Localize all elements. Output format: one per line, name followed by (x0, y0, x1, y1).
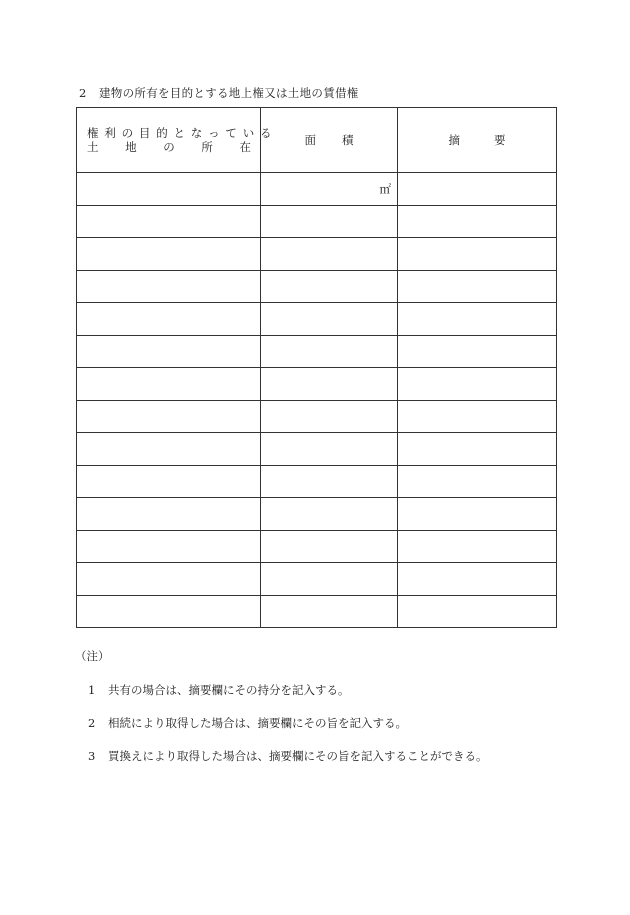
header-land-location-line2 (87, 140, 251, 154)
remarks-cell[interactable] (398, 270, 557, 303)
area-cell[interactable] (261, 563, 398, 596)
area-cell[interactable] (261, 335, 398, 368)
remarks-cell[interactable] (398, 433, 557, 466)
remarks-cell[interactable] (398, 400, 557, 433)
area-cell[interactable] (261, 173, 398, 206)
section-heading (79, 85, 359, 101)
note-text: 共有の場合は、摘要欄にその持分を記入する。 (108, 683, 350, 697)
header-char: の (163, 140, 175, 154)
area-cell[interactable] (261, 205, 398, 238)
area-cell[interactable] (261, 270, 398, 303)
note-item (88, 748, 488, 764)
header-char: 面 (304, 133, 316, 147)
note-number: 1 (88, 683, 96, 697)
table-row (77, 303, 557, 336)
table-row (77, 270, 557, 303)
remarks-cell[interactable] (398, 465, 557, 498)
location-cell[interactable] (77, 335, 261, 368)
header-area (261, 108, 398, 173)
area-cell[interactable] (261, 498, 398, 531)
remarks-cell[interactable] (398, 368, 557, 401)
area-cell[interactable] (261, 368, 398, 401)
notes-label: （注） (75, 649, 110, 663)
table-row (77, 173, 557, 206)
header-char: 摘 (448, 133, 460, 147)
table-row (77, 368, 557, 401)
section-number: 2 (79, 86, 87, 100)
table-header-row (77, 108, 557, 173)
note-item (88, 682, 350, 698)
header-land-location-line1: 権利の目的となっている (87, 126, 278, 140)
header-char: 積 (342, 133, 354, 147)
note-text: 買換えにより取得した場合は、摘要欄にその旨を記入することができる。 (108, 749, 488, 763)
location-cell[interactable] (77, 270, 261, 303)
header-char: 土 (87, 140, 99, 154)
table-row (77, 563, 557, 596)
area-cell[interactable] (261, 595, 398, 628)
area-cell[interactable] (261, 238, 398, 271)
remarks-cell[interactable] (398, 303, 557, 336)
table-row (77, 433, 557, 466)
table-row (77, 595, 557, 628)
location-cell[interactable] (77, 595, 261, 628)
table-row (77, 498, 557, 531)
location-cell[interactable] (77, 530, 261, 563)
note-number: 2 (88, 716, 96, 730)
header-char: 在 (239, 140, 251, 154)
area-cell[interactable] (261, 530, 398, 563)
area-cell[interactable] (261, 465, 398, 498)
location-cell[interactable] (77, 465, 261, 498)
area-unit: ㎡ (379, 181, 391, 196)
location-cell[interactable] (77, 238, 261, 271)
header-char: 所 (201, 140, 213, 154)
remarks-cell[interactable] (398, 530, 557, 563)
table-row (77, 530, 557, 563)
table-row (77, 335, 557, 368)
location-cell[interactable] (77, 400, 261, 433)
area-cell[interactable] (261, 433, 398, 466)
header-remarks (398, 108, 557, 173)
location-cell[interactable] (77, 205, 261, 238)
table-row (77, 205, 557, 238)
remarks-cell[interactable] (398, 498, 557, 531)
location-cell[interactable] (77, 303, 261, 336)
location-cell[interactable] (77, 563, 261, 596)
table-row (77, 400, 557, 433)
area-cell[interactable] (261, 400, 398, 433)
table-row (77, 465, 557, 498)
remarks-cell[interactable] (398, 205, 557, 238)
note-text: 相続により取得した場合は、摘要欄にその旨を記入する。 (108, 716, 407, 730)
remarks-cell[interactable] (398, 335, 557, 368)
location-cell[interactable] (77, 498, 261, 531)
header-char: 地 (125, 140, 137, 154)
area-cell[interactable] (261, 303, 398, 336)
note-number: 3 (88, 749, 96, 763)
remarks-cell[interactable] (398, 238, 557, 271)
section-title: 建物の所有を目的とする地上権又は土地の賃借権 (99, 86, 359, 100)
location-cell[interactable] (77, 368, 261, 401)
header-land-location (77, 108, 278, 173)
note-item (88, 715, 407, 731)
header-char: 要 (494, 133, 506, 147)
location-cell[interactable] (77, 433, 261, 466)
remarks-cell[interactable] (398, 595, 557, 628)
remarks-cell[interactable] (398, 563, 557, 596)
rights-table (76, 107, 557, 628)
remarks-cell[interactable] (398, 173, 557, 206)
location-cell[interactable] (77, 173, 261, 206)
table-row (77, 238, 557, 271)
